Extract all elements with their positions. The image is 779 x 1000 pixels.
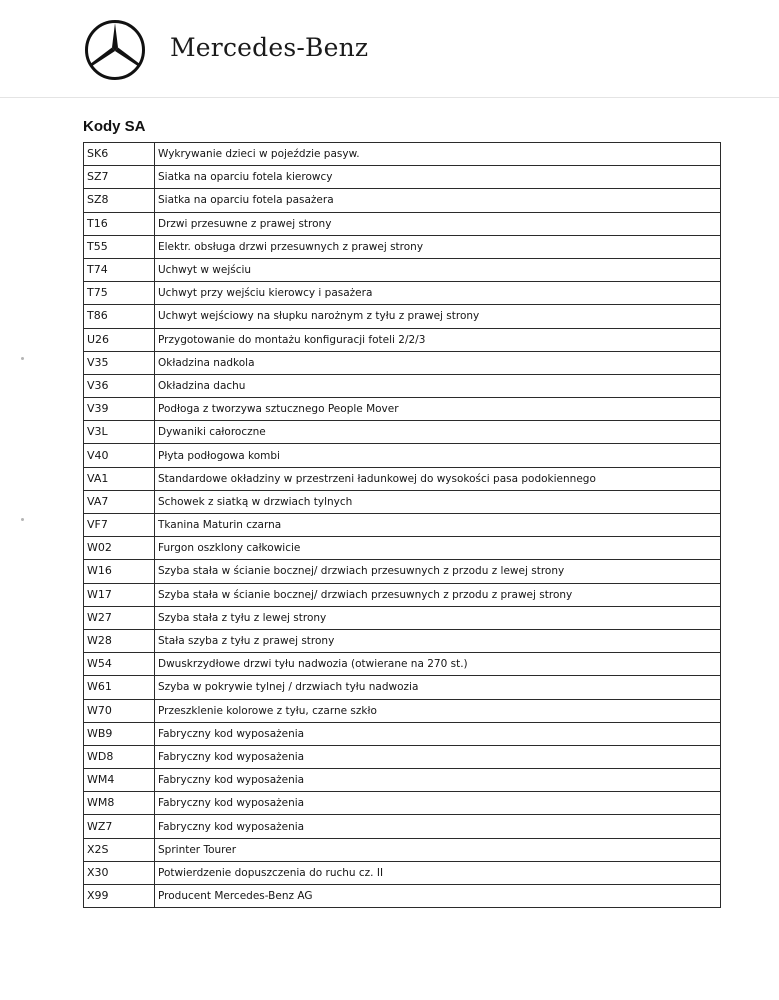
sa-code-cell: WB9	[84, 722, 155, 745]
description-cell: Szyba stała w ścianie bocznej/ drzwiach przesuwnych z przodu z lewej strony	[155, 560, 721, 583]
sa-code-cell: V36	[84, 374, 155, 397]
description-cell: Szyba w pokrywie tylnej / drzwiach tyłu nadwozia	[155, 676, 721, 699]
sa-code-cell: T74	[84, 258, 155, 281]
table-row	[84, 769, 721, 792]
sa-code-cell: SZ7	[84, 166, 155, 189]
description-cell: Wykrywanie dzieci w pojeździe pasyw.	[155, 143, 721, 166]
mercedes-star-icon	[84, 19, 146, 81]
sa-code-cell: X2S	[84, 838, 155, 861]
description-cell: Podłoga z tworzywa sztucznego People Mover	[155, 398, 721, 421]
sa-code-cell: T16	[84, 212, 155, 235]
description-cell: Uchwyt w wejściu	[155, 258, 721, 281]
description-cell: Szyba stała z tyłu z lewej strony	[155, 606, 721, 629]
margin-dot	[21, 357, 24, 360]
table-body	[84, 143, 721, 908]
sa-code-cell: WZ7	[84, 815, 155, 838]
sa-code-cell: T55	[84, 235, 155, 258]
sa-code-cell: WM4	[84, 769, 155, 792]
table-row	[84, 722, 721, 745]
table-row	[84, 305, 721, 328]
table-row	[84, 583, 721, 606]
table-row	[84, 143, 721, 166]
table-row	[84, 467, 721, 490]
sa-code-cell: T75	[84, 282, 155, 305]
table-row	[84, 374, 721, 397]
table-row	[84, 444, 721, 467]
table-row	[84, 815, 721, 838]
table-row	[84, 606, 721, 629]
table-row	[84, 398, 721, 421]
sa-code-cell: WD8	[84, 745, 155, 768]
sa-code-cell: U26	[84, 328, 155, 351]
description-cell: Szyba stała w ścianie bocznej/ drzwiach przesuwnych z przodu z prawej strony	[155, 583, 721, 606]
table-row	[84, 212, 721, 235]
sa-code-cell: W70	[84, 699, 155, 722]
description-cell: Tkanina Maturin czarna	[155, 514, 721, 537]
sa-code-cell: W28	[84, 629, 155, 652]
sa-code-cell: V35	[84, 351, 155, 374]
margin-dot	[21, 518, 24, 521]
sa-code-cell: V3L	[84, 421, 155, 444]
description-cell: Sprinter Tourer	[155, 838, 721, 861]
description-cell: Okładzina nadkola	[155, 351, 721, 374]
table-row	[84, 258, 721, 281]
sa-code-cell: W27	[84, 606, 155, 629]
description-cell: Furgon oszklony całkowicie	[155, 537, 721, 560]
sa-code-cell: VF7	[84, 514, 155, 537]
table-row	[84, 699, 721, 722]
table-row	[84, 351, 721, 374]
description-cell: Siatka na oparciu fotela kierowcy	[155, 166, 721, 189]
table-row	[84, 885, 721, 908]
sa-code-cell: VA1	[84, 467, 155, 490]
description-cell: Schowek z siatką w drzwiach tylnych	[155, 490, 721, 513]
brand-name: Mercedes-Benz	[170, 33, 369, 62]
description-cell: Potwierdzenie dopuszczenia do ruchu cz. II	[155, 861, 721, 884]
sa-code-cell: W54	[84, 653, 155, 676]
sa-code-cell: W17	[84, 583, 155, 606]
table-row	[84, 745, 721, 768]
sa-code-cell: SZ8	[84, 189, 155, 212]
sa-code-cell: V39	[84, 398, 155, 421]
description-cell: Standardowe okładziny w przestrzeni ładunkowej do wysokości pasa podokiennego	[155, 467, 721, 490]
description-cell: Okładzina dachu	[155, 374, 721, 397]
table-row	[84, 861, 721, 884]
sa-code-cell: T86	[84, 305, 155, 328]
table-row	[84, 560, 721, 583]
sa-code-cell: VA7	[84, 490, 155, 513]
table-row	[84, 792, 721, 815]
table-row	[84, 282, 721, 305]
sa-code-cell: SK6	[84, 143, 155, 166]
section-title: Kody SA	[83, 118, 146, 135]
description-cell: Fabryczny kod wyposażenia	[155, 792, 721, 815]
description-cell: Dwuskrzydłowe drzwi tyłu nadwozia (otwierane na 270 st.)	[155, 653, 721, 676]
description-cell: Przeszklenie kolorowe z tyłu, czarne szkło	[155, 699, 721, 722]
description-cell: Fabryczny kod wyposażenia	[155, 815, 721, 838]
description-cell: Producent Mercedes-Benz AG	[155, 885, 721, 908]
description-cell: Elektr. obsługa drzwi przesuwnych z prawej strony	[155, 235, 721, 258]
table-row	[84, 189, 721, 212]
description-cell: Fabryczny kod wyposażenia	[155, 745, 721, 768]
sa-code-cell: WM8	[84, 792, 155, 815]
sa-code-cell: W61	[84, 676, 155, 699]
table-row	[84, 235, 721, 258]
table-row	[84, 838, 721, 861]
table-row	[84, 676, 721, 699]
page-header	[0, 0, 779, 98]
description-cell: Stała szyba z tyłu z prawej strony	[155, 629, 721, 652]
sa-code-cell: W02	[84, 537, 155, 560]
table-row	[84, 537, 721, 560]
description-cell: Uchwyt wejściowy na słupku narożnym z tyłu z prawej strony	[155, 305, 721, 328]
table-row	[84, 514, 721, 537]
description-cell: Drzwi przesuwne z prawej strony	[155, 212, 721, 235]
table-row	[84, 629, 721, 652]
sa-code-cell: W16	[84, 560, 155, 583]
sa-code-cell: X30	[84, 861, 155, 884]
description-cell: Dywaniki całoroczne	[155, 421, 721, 444]
table-row	[84, 653, 721, 676]
header-divider	[0, 97, 779, 98]
description-cell: Fabryczny kod wyposażenia	[155, 769, 721, 792]
table-row	[84, 328, 721, 351]
description-cell: Siatka na oparciu fotela pasażera	[155, 189, 721, 212]
description-cell: Uchwyt przy wejściu kierowcy i pasażera	[155, 282, 721, 305]
table-row	[84, 490, 721, 513]
description-cell: Płyta podłogowa kombi	[155, 444, 721, 467]
description-cell: Fabryczny kod wyposażenia	[155, 722, 721, 745]
description-cell: Przygotowanie do montażu konfiguracji foteli 2/2/3	[155, 328, 721, 351]
sa-code-cell: V40	[84, 444, 155, 467]
table-row	[84, 421, 721, 444]
sa-code-cell: X99	[84, 885, 155, 908]
sa-codes-table	[83, 142, 721, 908]
table-row	[84, 166, 721, 189]
